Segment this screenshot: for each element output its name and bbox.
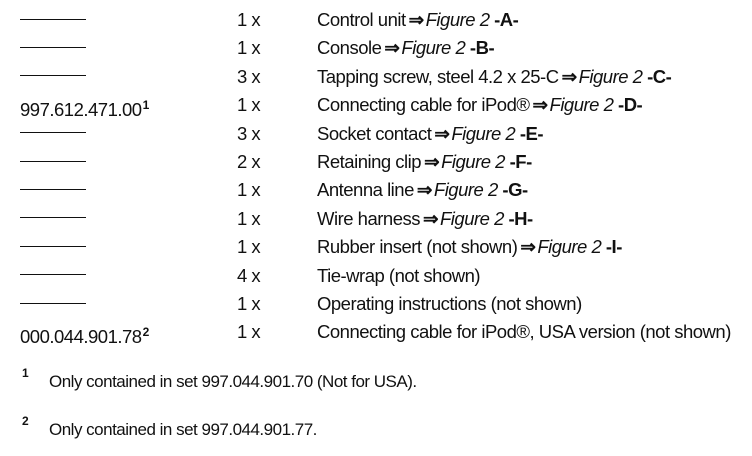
description-text: Connecting cable for iPod® xyxy=(317,94,530,116)
figure-reference[interactable]: Figure 2 xyxy=(537,236,602,258)
footnote-marker: 2 xyxy=(22,414,29,428)
description-text: Retaining clip xyxy=(317,150,422,172)
no-part-number-dash xyxy=(20,189,86,190)
quantity: 3 x xyxy=(237,122,261,144)
part-row xyxy=(0,205,752,233)
figure-letter: -F- xyxy=(509,150,532,172)
part-row xyxy=(0,176,752,204)
description-text: Console xyxy=(317,37,382,59)
part-row xyxy=(0,120,752,148)
part-number xyxy=(20,6,86,34)
part-number xyxy=(20,318,149,351)
arrow-right-icon: ⇒ xyxy=(532,94,548,116)
part-number xyxy=(20,262,86,290)
arrow-right-icon: ⇒ xyxy=(424,150,440,172)
description xyxy=(317,205,533,233)
description xyxy=(317,233,622,261)
arrow-right-icon: ⇒ xyxy=(434,122,450,144)
no-part-number-dash xyxy=(20,47,86,48)
figure-reference[interactable]: Figure 2 xyxy=(451,122,516,144)
no-part-number-dash xyxy=(20,303,86,304)
arrow-right-icon: ⇒ xyxy=(422,207,438,229)
arrow-right-icon: ⇒ xyxy=(384,37,400,59)
footnote-marker: 1 xyxy=(22,366,29,380)
description-text: Antenna line xyxy=(317,179,414,201)
part-number-text: 997.612.471.00 xyxy=(20,99,142,121)
no-part-number-dash xyxy=(20,161,86,162)
description-text: Connecting cable for iPod®, USA version (not shown) xyxy=(317,321,731,343)
quantity: 1 x xyxy=(237,179,261,201)
no-part-number-dash xyxy=(20,132,86,133)
figure-letter: -B- xyxy=(469,37,495,59)
quantity: 1 x xyxy=(237,9,261,30)
description xyxy=(317,120,543,148)
part-number xyxy=(20,148,86,176)
description-text: Operating instructions (not shown) xyxy=(317,292,582,314)
no-part-number-dash xyxy=(20,75,86,76)
description xyxy=(317,290,582,318)
description xyxy=(317,176,528,204)
part-row xyxy=(0,233,752,261)
part-row xyxy=(0,34,752,62)
description xyxy=(317,91,642,119)
quantity: 1 x xyxy=(237,236,261,258)
arrow-right-icon: ⇒ xyxy=(561,65,577,87)
part-number xyxy=(20,176,86,204)
no-part-number-dash xyxy=(20,217,86,218)
footnote-text: Only contained in set 997.044.901.70 (Not for USA). xyxy=(49,372,417,391)
no-part-number-dash xyxy=(20,246,86,247)
figure-letter: -E- xyxy=(519,122,544,144)
figure-letter: -H- xyxy=(508,207,533,229)
footnote-ref: 1 xyxy=(142,98,149,113)
quantity: 1 x xyxy=(237,207,261,229)
part-number-text: 000.044.901.78 xyxy=(20,326,142,348)
figure-letter: -C- xyxy=(647,65,672,87)
footnote-text: Only contained in set 997.044.901.77. xyxy=(49,420,317,439)
description-text: Tie-wrap (not shown) xyxy=(317,264,481,286)
quantity: 3 x xyxy=(237,65,261,87)
description xyxy=(317,34,494,62)
figure-letter: -I- xyxy=(605,236,622,258)
figure-reference[interactable]: Figure 2 xyxy=(425,9,490,30)
description-text: Socket contact xyxy=(317,122,432,144)
part-row xyxy=(0,148,752,176)
part-number xyxy=(20,63,86,91)
part-number xyxy=(20,34,86,62)
figure-reference[interactable]: Figure 2 xyxy=(578,65,643,87)
arrow-right-icon: ⇒ xyxy=(408,9,424,30)
part-row xyxy=(0,318,752,346)
figure-reference[interactable]: Figure 2 xyxy=(440,207,504,229)
quantity: 4 x xyxy=(237,264,261,286)
part-row xyxy=(0,290,752,318)
part-row xyxy=(0,91,752,119)
footnote-ref: 2 xyxy=(142,325,149,340)
part-number xyxy=(20,205,86,233)
quantity: 1 x xyxy=(237,292,261,314)
part-number xyxy=(20,290,86,318)
description xyxy=(317,63,671,91)
no-part-number-dash xyxy=(20,274,86,275)
figure-reference[interactable]: Figure 2 xyxy=(433,179,498,201)
part-row xyxy=(0,262,752,290)
description-text: Rubber insert (not shown) xyxy=(317,236,518,258)
quantity: 1 x xyxy=(237,321,261,343)
description xyxy=(317,6,518,34)
part-number xyxy=(20,233,86,261)
part-row xyxy=(0,63,752,91)
arrow-right-icon: ⇒ xyxy=(416,179,432,201)
figure-reference[interactable]: Figure 2 xyxy=(549,94,614,116)
description-text: Control unit xyxy=(317,9,406,30)
description xyxy=(317,148,532,176)
quantity: 1 x xyxy=(237,37,261,59)
part-number xyxy=(20,120,86,148)
figure-letter: -A- xyxy=(494,9,519,30)
figure-reference[interactable]: Figure 2 xyxy=(441,150,505,172)
parts-list xyxy=(0,6,752,347)
figure-reference[interactable]: Figure 2 xyxy=(401,37,466,59)
figure-letter: -G- xyxy=(502,179,528,201)
no-part-number-dash xyxy=(20,19,86,20)
description-text: Wire harness xyxy=(317,207,420,229)
quantity: 2 x xyxy=(237,150,261,172)
quantity: 1 x xyxy=(237,94,261,116)
part-row xyxy=(0,6,752,34)
arrow-right-icon: ⇒ xyxy=(520,236,536,258)
description xyxy=(317,262,480,290)
description xyxy=(317,318,731,346)
description-text: Tapping screw, steel 4.2 x 25-C xyxy=(317,65,559,87)
figure-letter: -D- xyxy=(618,94,643,116)
